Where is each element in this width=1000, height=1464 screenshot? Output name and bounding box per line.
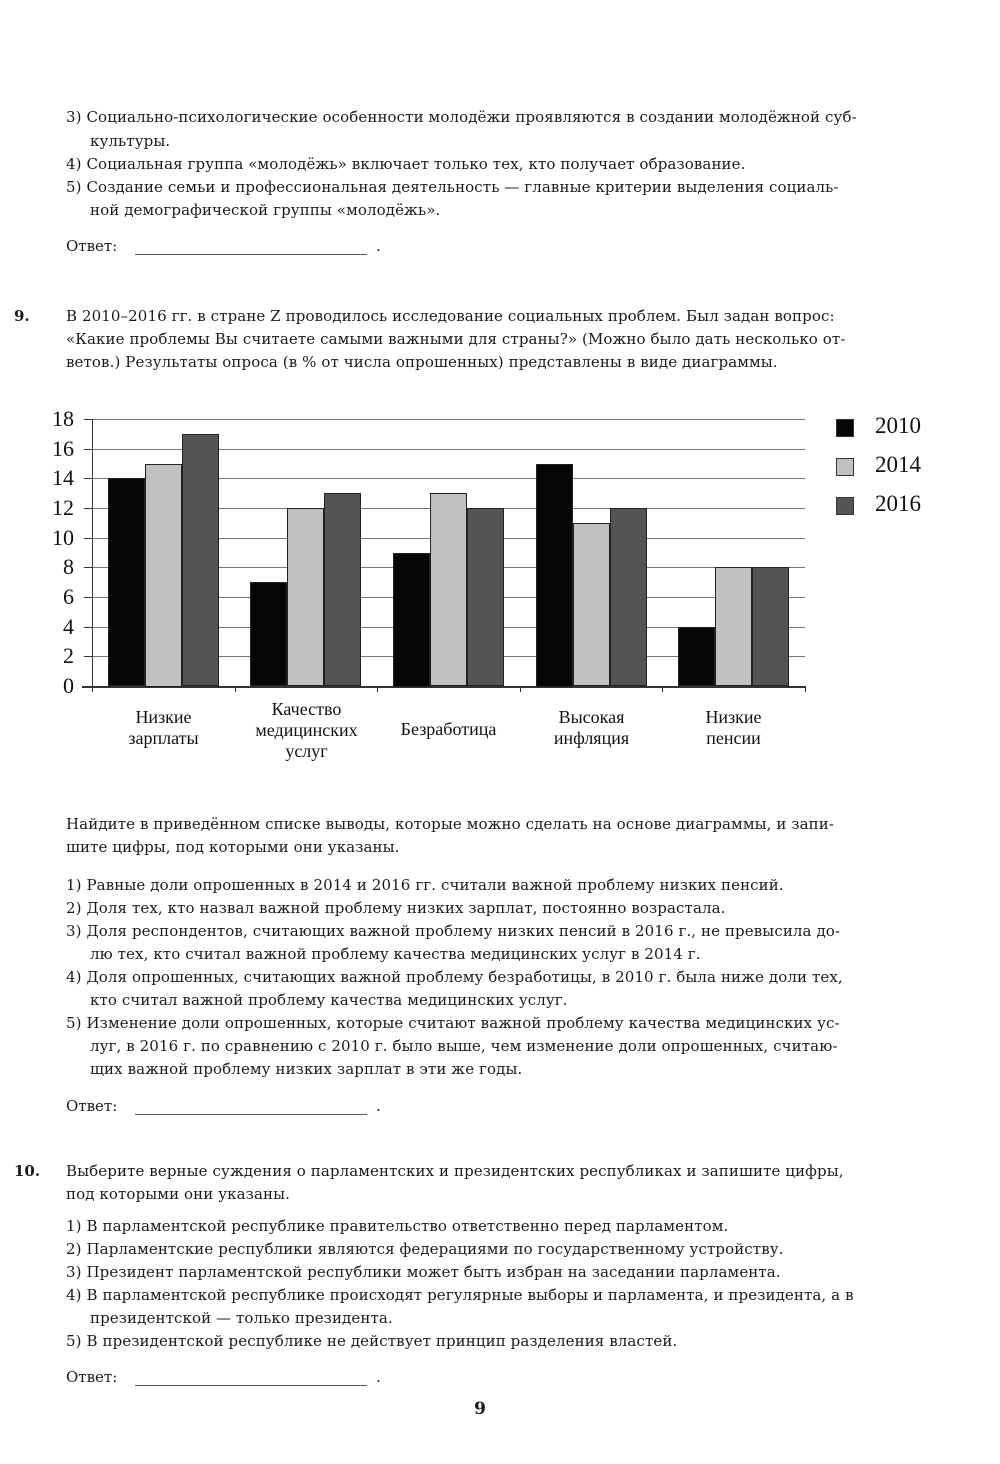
answer-label: Ответ: <box>66 237 118 255</box>
question-number: 9. <box>14 307 30 325</box>
bar-2010 <box>536 464 573 687</box>
bar-2014 <box>145 464 182 687</box>
question-number: 10. <box>14 1162 41 1180</box>
option-5-cont: ной демографической группы «молодёжь». <box>90 201 441 219</box>
bar-2016 <box>324 493 361 686</box>
y-tick-label: 10 <box>52 525 74 550</box>
option-3: 3) Президент парламентской республики может быть избран на заседании парламента. <box>66 1263 781 1281</box>
option-4-cont: кто считал важной проблему качества медицинских услуг. <box>90 991 568 1009</box>
x-tick-mark <box>662 686 663 692</box>
option-4: 4) Социальная группа «молодёжь» включает только тех, кто получает образование. <box>66 155 746 173</box>
answer-label: Ответ: <box>66 1368 118 1386</box>
y-tick-mark <box>84 478 92 479</box>
y-tick-label: 8 <box>63 554 74 579</box>
bar-2014 <box>430 493 467 686</box>
option-5: 5) Создание семьи и профессиональная деятельность — главные критерии выделения социаль- <box>66 178 839 196</box>
option-5-cont: щих важной проблему низких зарплат в эти же годы. <box>90 1060 523 1078</box>
option-4: 4) В парламентской республике происходят регулярные выборы и парламента, и президента, а в <box>66 1286 854 1304</box>
y-tick-mark <box>84 419 92 420</box>
intro-line: под которыми они указаны. <box>66 1185 291 1203</box>
y-tick-mark <box>84 508 92 509</box>
y-tick-label: 16 <box>52 436 74 461</box>
y-tick-label: 14 <box>52 465 74 490</box>
option-4-cont: президентской — только президента. <box>90 1309 393 1327</box>
task-line: шите цифры, под которыми они указаны. <box>66 838 400 856</box>
intro-line: В 2010–2016 гг. в стране Z проводилось исследование социальных проблем. Был задан вопрос: <box>66 307 835 325</box>
intro-line: Выберите верные суждения о парламентских и президентских республиках и запишите цифры, <box>66 1162 844 1180</box>
bar-2016 <box>467 508 504 686</box>
option-4: 4) Доля опрошенных, считающих важной проблему безработицы, в 2010 г. была ниже доли тех, <box>66 968 843 986</box>
answer-dot: . <box>376 237 381 255</box>
bar-2016 <box>182 434 219 686</box>
page-number: 9 <box>474 1399 486 1419</box>
y-tick-label: 18 <box>52 406 74 431</box>
answer-field[interactable] <box>135 254 367 255</box>
x-tick-label: Безработица <box>400 719 497 739</box>
intro-line: «Какие проблемы Вы считаете самыми важными для страны?» (Можно было дать несколько от- <box>66 330 846 348</box>
bar-2010 <box>678 627 715 686</box>
legend-swatch-2010 <box>836 419 854 437</box>
option-3: 3) Доля респондентов, считающих важной проблему низких пенсий в 2016 г., не превысила до- <box>66 922 841 940</box>
bar-2014 <box>573 523 610 686</box>
y-tick-mark <box>84 538 92 539</box>
legend-label: 2010 <box>875 413 921 438</box>
bar-2016 <box>752 567 789 686</box>
option-5: 5) В президентской республике не действует принцип разделения властей. <box>66 1332 678 1350</box>
intro-line: ветов.) Результаты опроса (в % от числа опрошенных) представлены в виде диаграммы. <box>66 353 778 371</box>
y-tick-label: 4 <box>63 614 74 639</box>
y-tick-mark <box>84 597 92 598</box>
y-tick-mark <box>84 567 92 568</box>
x-tick-mark <box>92 686 93 692</box>
answer-field[interactable] <box>135 1385 367 1386</box>
x-tick-mark <box>235 686 236 692</box>
bar-2010 <box>250 582 287 686</box>
option-1: 1) В парламентской республике правительство ответственно перед парламентом. <box>66 1217 729 1235</box>
option-5-cont: луг, в 2016 г. по сравнению с 2010 г. было выше, чем изменение доли опрошенных, считаю- <box>90 1037 838 1055</box>
x-tick-label: Низкие пенсии <box>705 707 762 748</box>
y-tick-label: 6 <box>63 584 74 609</box>
x-tick-mark <box>805 686 806 692</box>
y-tick-label: 2 <box>63 643 74 668</box>
option-2: 2) Доля тех, кто назвал важной проблему низких зарплат, постоянно возрастала. <box>66 899 726 917</box>
option-1: 1) Равные доли опрошенных в 2014 и 2016 гг. считали важной проблему низких пенсий. <box>66 876 784 894</box>
bar-2010 <box>393 553 430 687</box>
bar-chart <box>0 400 1000 800</box>
y-tick-mark <box>84 627 92 628</box>
bar-2016 <box>610 508 647 686</box>
option-3: 3) Социально-психологические особенности молодёжи проявляются в создании молодёжной суб- <box>66 108 857 126</box>
answer-label: Ответ: <box>66 1097 118 1115</box>
bar-2010 <box>108 478 145 686</box>
y-tick-mark <box>84 449 92 450</box>
bar-2014 <box>715 567 752 686</box>
legend-label: 2016 <box>875 491 921 516</box>
x-tick-mark <box>377 686 378 692</box>
answer-field[interactable] <box>135 1114 367 1115</box>
legend-label: 2014 <box>875 452 921 477</box>
x-tick-mark <box>520 686 521 692</box>
y-tick-mark <box>84 656 92 657</box>
legend-swatch-2014 <box>836 458 854 476</box>
y-tick-label: 0 <box>63 673 74 698</box>
answer-dot: . <box>376 1097 381 1115</box>
x-axis <box>82 686 805 688</box>
task-line: Найдите в приведённом списке выводы, которые можно сделать на основе диаграммы, и запи- <box>66 815 835 833</box>
legend-swatch-2016 <box>836 497 854 515</box>
x-tick-label: Качество медицинских услуг <box>255 699 358 761</box>
gridline <box>92 419 805 420</box>
option-2: 2) Парламентские республики являются федерациями по государственному устройству. <box>66 1240 784 1258</box>
x-tick-label: Высокая инфляция <box>553 707 630 748</box>
option-3-cont: лю тех, кто считал важной проблему качества медицинских услуг в 2014 г. <box>90 945 701 963</box>
x-tick-label: Низкие зарплаты <box>128 707 199 748</box>
y-tick-label: 12 <box>52 495 74 520</box>
bar-2014 <box>287 508 324 686</box>
option-5: 5) Изменение доли опрошенных, которые считают важной проблему качества медицинских ус- <box>66 1014 840 1032</box>
answer-dot: . <box>376 1368 381 1386</box>
option-3-cont: культуры. <box>90 132 171 150</box>
y-axis <box>92 419 93 687</box>
